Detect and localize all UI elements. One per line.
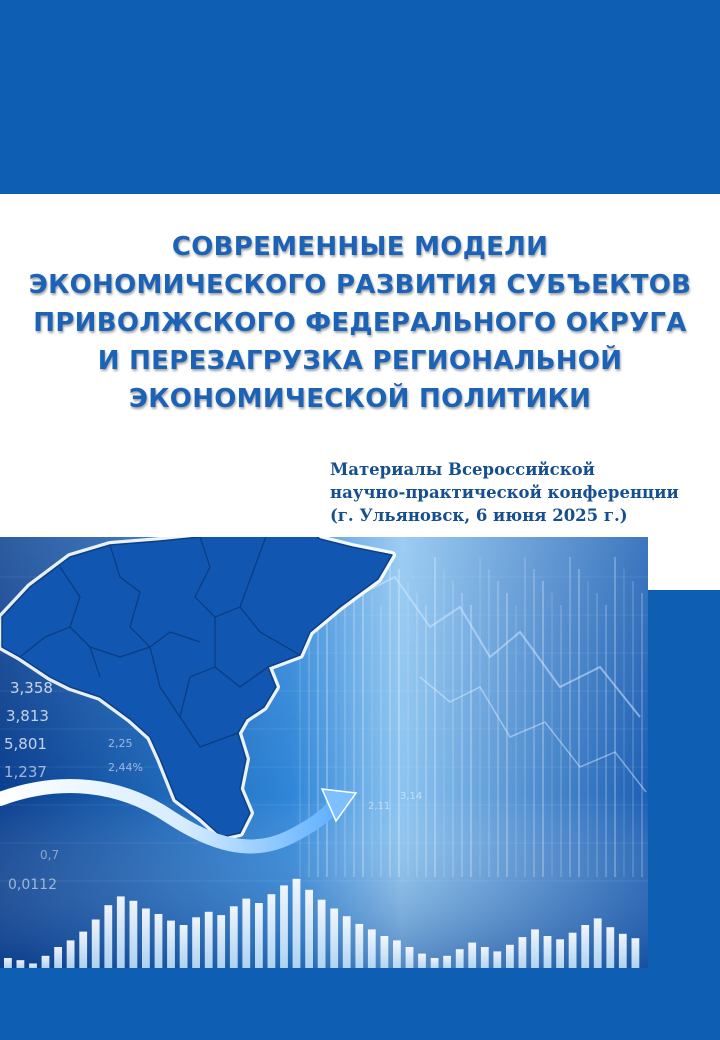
decor-bar	[330, 909, 338, 970]
decor-bar	[393, 940, 401, 969]
decor-bar	[280, 885, 288, 969]
decor-bar	[255, 903, 263, 969]
finance-illustration	[0, 537, 648, 969]
decor-bar	[481, 947, 489, 969]
title-line: И ПЕРЕЗАГРУЗКА РЕГИОНАЛЬНОЙ	[97, 346, 623, 376]
decor-bar	[594, 918, 602, 969]
cover-illustration	[0, 537, 648, 969]
decor-bar	[343, 916, 351, 969]
decor-bar	[468, 943, 476, 969]
right-color-band	[644, 590, 720, 968]
cover-title	[20, 228, 700, 418]
conference-subtitle	[330, 458, 715, 527]
decor-number: 2,44%	[108, 761, 143, 774]
decor-bar	[581, 925, 589, 969]
bottom-color-band	[0, 968, 720, 1040]
decor-bar	[632, 938, 640, 969]
decor-bar	[619, 934, 627, 969]
subtitle-line: (г. Ульяновск, 6 июня 2025 г.)	[330, 506, 628, 525]
decor-bar	[104, 905, 112, 969]
decor-bar	[67, 940, 75, 969]
subtitle-line: научно-практической конференции	[330, 483, 679, 502]
decor-number: 2,25	[108, 737, 133, 750]
decor-bar	[355, 924, 363, 969]
decor-number: 1,237	[4, 763, 47, 781]
decor-bar	[180, 925, 188, 969]
decor-bar	[79, 932, 87, 969]
decor-bar	[406, 947, 414, 969]
decor-number: 3,813	[6, 707, 49, 725]
decor-bar	[305, 890, 313, 969]
decor-bar	[130, 901, 138, 969]
decor-bar	[192, 917, 200, 969]
decor-bar	[268, 894, 276, 969]
decor-bar	[230, 906, 238, 969]
decor-bar	[293, 879, 301, 969]
decor-bar	[569, 933, 577, 969]
subtitle-line: Материалы Всероссийской	[330, 460, 595, 479]
decor-bar	[544, 936, 552, 969]
decor-number: 0,7	[40, 848, 60, 862]
decor-bar	[381, 936, 389, 969]
decor-bar	[142, 909, 150, 970]
decor-bar	[506, 945, 514, 969]
title-line: СОВРЕМЕННЫЕ МОДЕЛИ	[171, 232, 549, 262]
title-line: ЭКОНОМИЧЕСКОГО РАЗВИТИЯ СУБЪЕКТОВ	[28, 270, 692, 300]
decor-bar	[117, 896, 125, 969]
decor-number: 3,358	[10, 679, 53, 697]
decor-bar	[155, 914, 163, 969]
decor-bar	[418, 954, 426, 969]
decor-bar	[318, 900, 326, 969]
title-line: ЭКОНОМИЧЕСКОЙ ПОЛИТИКИ	[128, 384, 592, 414]
decor-bar	[556, 939, 564, 969]
decor-bar	[217, 915, 225, 969]
decor-bar	[456, 949, 464, 969]
decor-bar	[92, 920, 100, 970]
decor-number: 0,0112	[8, 877, 57, 893]
decor-bar	[519, 937, 527, 969]
decor-bar	[205, 912, 213, 969]
decor-bar	[368, 929, 376, 969]
decor-bar	[531, 929, 539, 969]
decor-number: 3,14	[400, 791, 423, 802]
decor-bar	[54, 947, 62, 969]
title-line: ПРИВОЛЖСКОГО ФЕДЕРАЛЬНОГО ОКРУГА	[33, 308, 687, 338]
top-color-band	[0, 0, 720, 194]
decor-bar	[493, 951, 501, 969]
decor-bar	[606, 927, 614, 969]
decor-bar	[167, 921, 175, 969]
decor-number: 5,801	[4, 735, 47, 753]
decor-bar	[242, 899, 250, 969]
decor-number: 2,11	[368, 801, 391, 812]
